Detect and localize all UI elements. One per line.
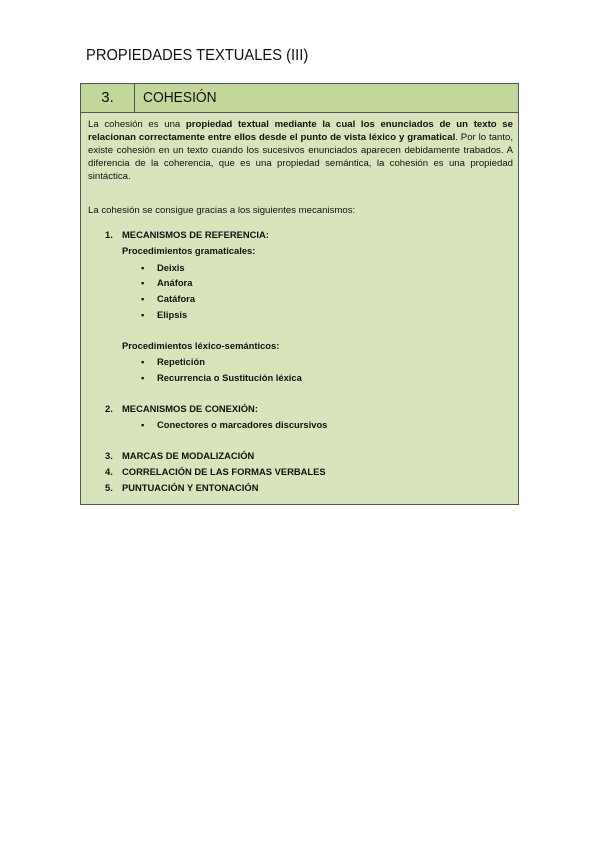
- bullet-icon: ▪: [141, 277, 145, 288]
- mechanism-2: [105, 403, 258, 415]
- lexical-procedures-heading: Procedimientos léxico-semánticos:: [122, 340, 280, 351]
- cohesion-section-box: [80, 83, 519, 505]
- gram-item-elipsis: Elipsis: [157, 309, 188, 320]
- bullet-icon: ▪: [141, 356, 145, 367]
- mechanisms-intro: La cohesión se consigue gracias a los siguientes mecanismos:: [88, 205, 356, 216]
- gram-item-catafora: Catáfora: [157, 293, 196, 304]
- section-number: 3.: [81, 84, 135, 112]
- section-header: [81, 84, 518, 113]
- bullet-icon: ▪: [141, 262, 145, 273]
- list-item: [141, 277, 192, 289]
- mechanism-3-label: MARCAS DE MODALIZACIÓN: [122, 450, 255, 461]
- list-item: [141, 356, 205, 368]
- page-title: PROPIEDADES TEXTUALES (III): [86, 47, 309, 64]
- bullet-icon: ▪: [141, 419, 145, 430]
- mechanism-5-number: 5.: [105, 482, 113, 493]
- gram-item-deixis: Deixis: [157, 262, 185, 273]
- bullet-icon: ▪: [141, 372, 145, 383]
- bullet-icon: ▪: [141, 293, 145, 304]
- mechanism-1-number: 1.: [105, 229, 113, 240]
- definition-text-start: La cohesión es una: [88, 119, 186, 130]
- mechanism-1-label: MECANISMOS DE REFERENCIA:: [122, 229, 269, 240]
- grammatical-procedures-heading: Procedimientos gramaticales:: [122, 245, 256, 256]
- definition-paragraph: [88, 118, 513, 183]
- list-item: [141, 419, 327, 431]
- definition-bold-text: propiedad textual mediante la cual los enunciados de un texto se relacionan correctamente entre ellos desde el punto de vista léxico y gramatical: [88, 119, 513, 143]
- lex-item-recurrencia: Recurrencia o Sustitución léxica: [157, 372, 302, 383]
- connection-item-conectores: Conectores o marcadores discursivos: [157, 419, 328, 430]
- mechanism-4: [105, 466, 326, 478]
- mechanism-4-label: CORRELACIÓN DE LAS FORMAS VERBALES: [122, 466, 326, 477]
- bullet-icon: ▪: [141, 309, 145, 320]
- mechanism-1: [105, 229, 269, 241]
- list-item: [141, 262, 185, 274]
- mechanism-3: [105, 450, 254, 462]
- mechanism-3-number: 3.: [105, 450, 113, 461]
- mechanism-5-label: PUNTUACIÓN Y ENTONACIÓN: [122, 482, 259, 493]
- mechanism-5: [105, 482, 258, 494]
- mechanism-4-number: 4.: [105, 466, 113, 477]
- section-title: COHESIÓN: [143, 89, 217, 106]
- list-item: [141, 372, 302, 384]
- lex-item-repeticion: Repetición: [157, 356, 205, 367]
- definition-text-end: . Por lo tanto, existe cohesión en un texto cuando los sucesivos enunciados aparecen debidamente trabados. A diferencia de la coherencia, que es una propiedad semántica, la cohesión es una propiedad sintáctica.: [88, 132, 514, 182]
- list-item: [141, 293, 195, 305]
- gram-item-anafora: Anáfora: [157, 277, 193, 288]
- mechanism-2-number: 2.: [105, 403, 113, 414]
- list-item: [141, 309, 187, 321]
- mechanism-2-label: MECANISMOS DE CONEXIÓN:: [122, 403, 258, 414]
